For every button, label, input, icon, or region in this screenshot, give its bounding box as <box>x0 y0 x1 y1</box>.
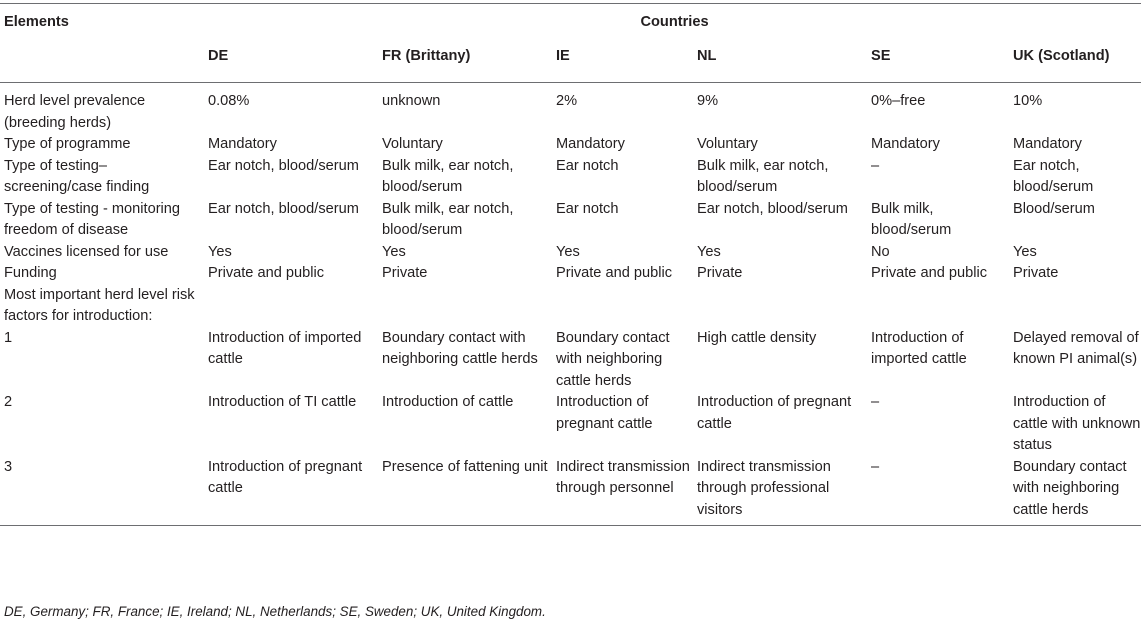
table-row <box>0 83 1141 135</box>
table-cell: Presence of fattening unit <box>378 457 552 526</box>
row-label: Herd level prevalence (breeding herds) <box>4 93 146 131</box>
table-cell: Blood/serum <box>1013 200 1095 217</box>
table-cell: Delayed removal of known PI animal(s) <box>1013 329 1139 367</box>
header-country: FR (Brittany) <box>378 46 552 83</box>
table-cell <box>378 285 552 328</box>
table-cell: Mandatory <box>871 136 940 152</box>
table-footnote: DE, Germany; FR, France; IE, Ireland; NL, Netherlands; SE, Sweden; UK, United Kingdom. <box>4 604 546 619</box>
table-cell: Ear notch, blood/serum <box>1013 157 1094 195</box>
table-cell: Bulk milk, blood/serum <box>871 200 952 238</box>
row-label: Vaccines licensed for use <box>4 243 169 260</box>
table-cell: Private <box>1013 265 1059 281</box>
table-cell: Introduction of cattle <box>382 394 514 410</box>
table-row <box>0 328 1141 393</box>
row-label: 2 <box>4 394 13 410</box>
table-cell: 0.08% <box>208 93 250 109</box>
row-label: Type of testing - monitoring freedom of disease <box>4 200 181 238</box>
row-label: Type of programme <box>4 136 131 152</box>
table-cell: Private and public <box>871 265 988 281</box>
table-cell: Private and public <box>208 265 325 281</box>
table-cell: Yes <box>1013 243 1037 260</box>
header-country: DE <box>204 46 378 83</box>
table-cell: – <box>871 157 880 174</box>
table-cell: Ear notch, blood/serum <box>208 157 359 174</box>
table-cell: Introduction of pregnant cattle <box>556 394 653 432</box>
table-cell: Bulk milk, ear notch, blood/serum <box>697 157 829 195</box>
table-cell: 10% <box>1013 93 1043 109</box>
header-countries: Countries <box>204 4 1141 47</box>
table-cell: No <box>871 243 890 260</box>
table-cell: Ear notch, blood/serum <box>208 200 359 217</box>
table-cell: Private <box>382 265 428 281</box>
table-cell: High cattle density <box>697 329 817 346</box>
table-cell: Introduction of imported cattle <box>871 329 967 367</box>
table-cell: Yes <box>382 243 406 260</box>
table-cell: Introduction of pregnant cattle <box>697 394 852 432</box>
header-country: UK (Scotland) <box>1009 46 1141 83</box>
table-cell: Private <box>697 265 743 281</box>
data-table <box>0 3 1141 526</box>
row-label: Type of testing–screening/case finding <box>4 157 150 195</box>
table-cell: – <box>871 394 880 410</box>
table-row <box>0 285 1141 328</box>
table-cell: Mandatory <box>1013 136 1082 152</box>
table-row <box>0 134 1141 156</box>
table-cell: Boundary contact with neighboring cattle herds <box>556 329 670 389</box>
table-cell: Mandatory <box>556 136 625 152</box>
header-country: NL <box>693 46 867 83</box>
table-cell: unknown <box>382 93 441 109</box>
table-cell: Introduction of TI cattle <box>208 394 357 410</box>
table-cell: 2% <box>556 93 578 109</box>
header-row-countries <box>0 46 1141 83</box>
table-cell: 0%–free <box>871 93 926 109</box>
table-cell <box>1009 285 1141 328</box>
table-cell <box>204 285 378 328</box>
table-cell: Yes <box>208 243 232 260</box>
table-cell: – <box>867 457 1009 526</box>
table-row <box>0 392 1141 457</box>
table-cell: Yes <box>556 243 580 260</box>
header-elements: Elements <box>0 4 204 47</box>
table-cell: Private and public <box>556 265 673 281</box>
table-row <box>0 242 1141 264</box>
table-cell <box>693 285 867 328</box>
table-cell: Voluntary <box>382 136 443 152</box>
table-row <box>0 199 1141 242</box>
table-cell: Bulk milk, ear notch, blood/serum <box>382 157 514 195</box>
table-cell: Indirect transmission through personnel <box>552 457 693 526</box>
header-row-top <box>0 4 1141 47</box>
table-cell: Introduction of cattle with unknown status <box>1013 394 1141 453</box>
table-cell: Ear notch <box>556 200 619 217</box>
table-cell <box>867 285 1009 328</box>
header-country: IE <box>552 46 693 83</box>
header-country: SE <box>867 46 1009 83</box>
table-cell: Boundary contact with neighboring cattle herds <box>1009 457 1141 526</box>
table-row <box>0 263 1141 285</box>
table-cell: Introduction of pregnant cattle <box>204 457 378 526</box>
table-cell: 9% <box>697 93 719 109</box>
table-cell: Indirect transmission through professional visitors <box>693 457 867 526</box>
table-cell: Voluntary <box>697 136 758 152</box>
table-cell: Ear notch, blood/serum <box>697 200 848 217</box>
header-blank <box>0 46 204 83</box>
row-label: 1 <box>4 329 13 346</box>
table-cell: Ear notch <box>556 157 619 174</box>
table-row <box>0 457 1141 526</box>
row-label: Funding <box>4 265 57 281</box>
table-cell: Introduction of imported cattle <box>208 329 362 367</box>
table-cell: Yes <box>697 243 721 260</box>
table-cell: Boundary contact with neighboring cattle herds <box>382 329 538 367</box>
table-row <box>0 156 1141 199</box>
table-cell: Mandatory <box>208 136 277 152</box>
row-label: Most important herd level risk factors for introduction: <box>4 286 195 324</box>
table-cell <box>552 285 693 328</box>
table-cell: Bulk milk, ear notch, blood/serum <box>382 200 514 238</box>
row-label: 3 <box>0 457 204 526</box>
